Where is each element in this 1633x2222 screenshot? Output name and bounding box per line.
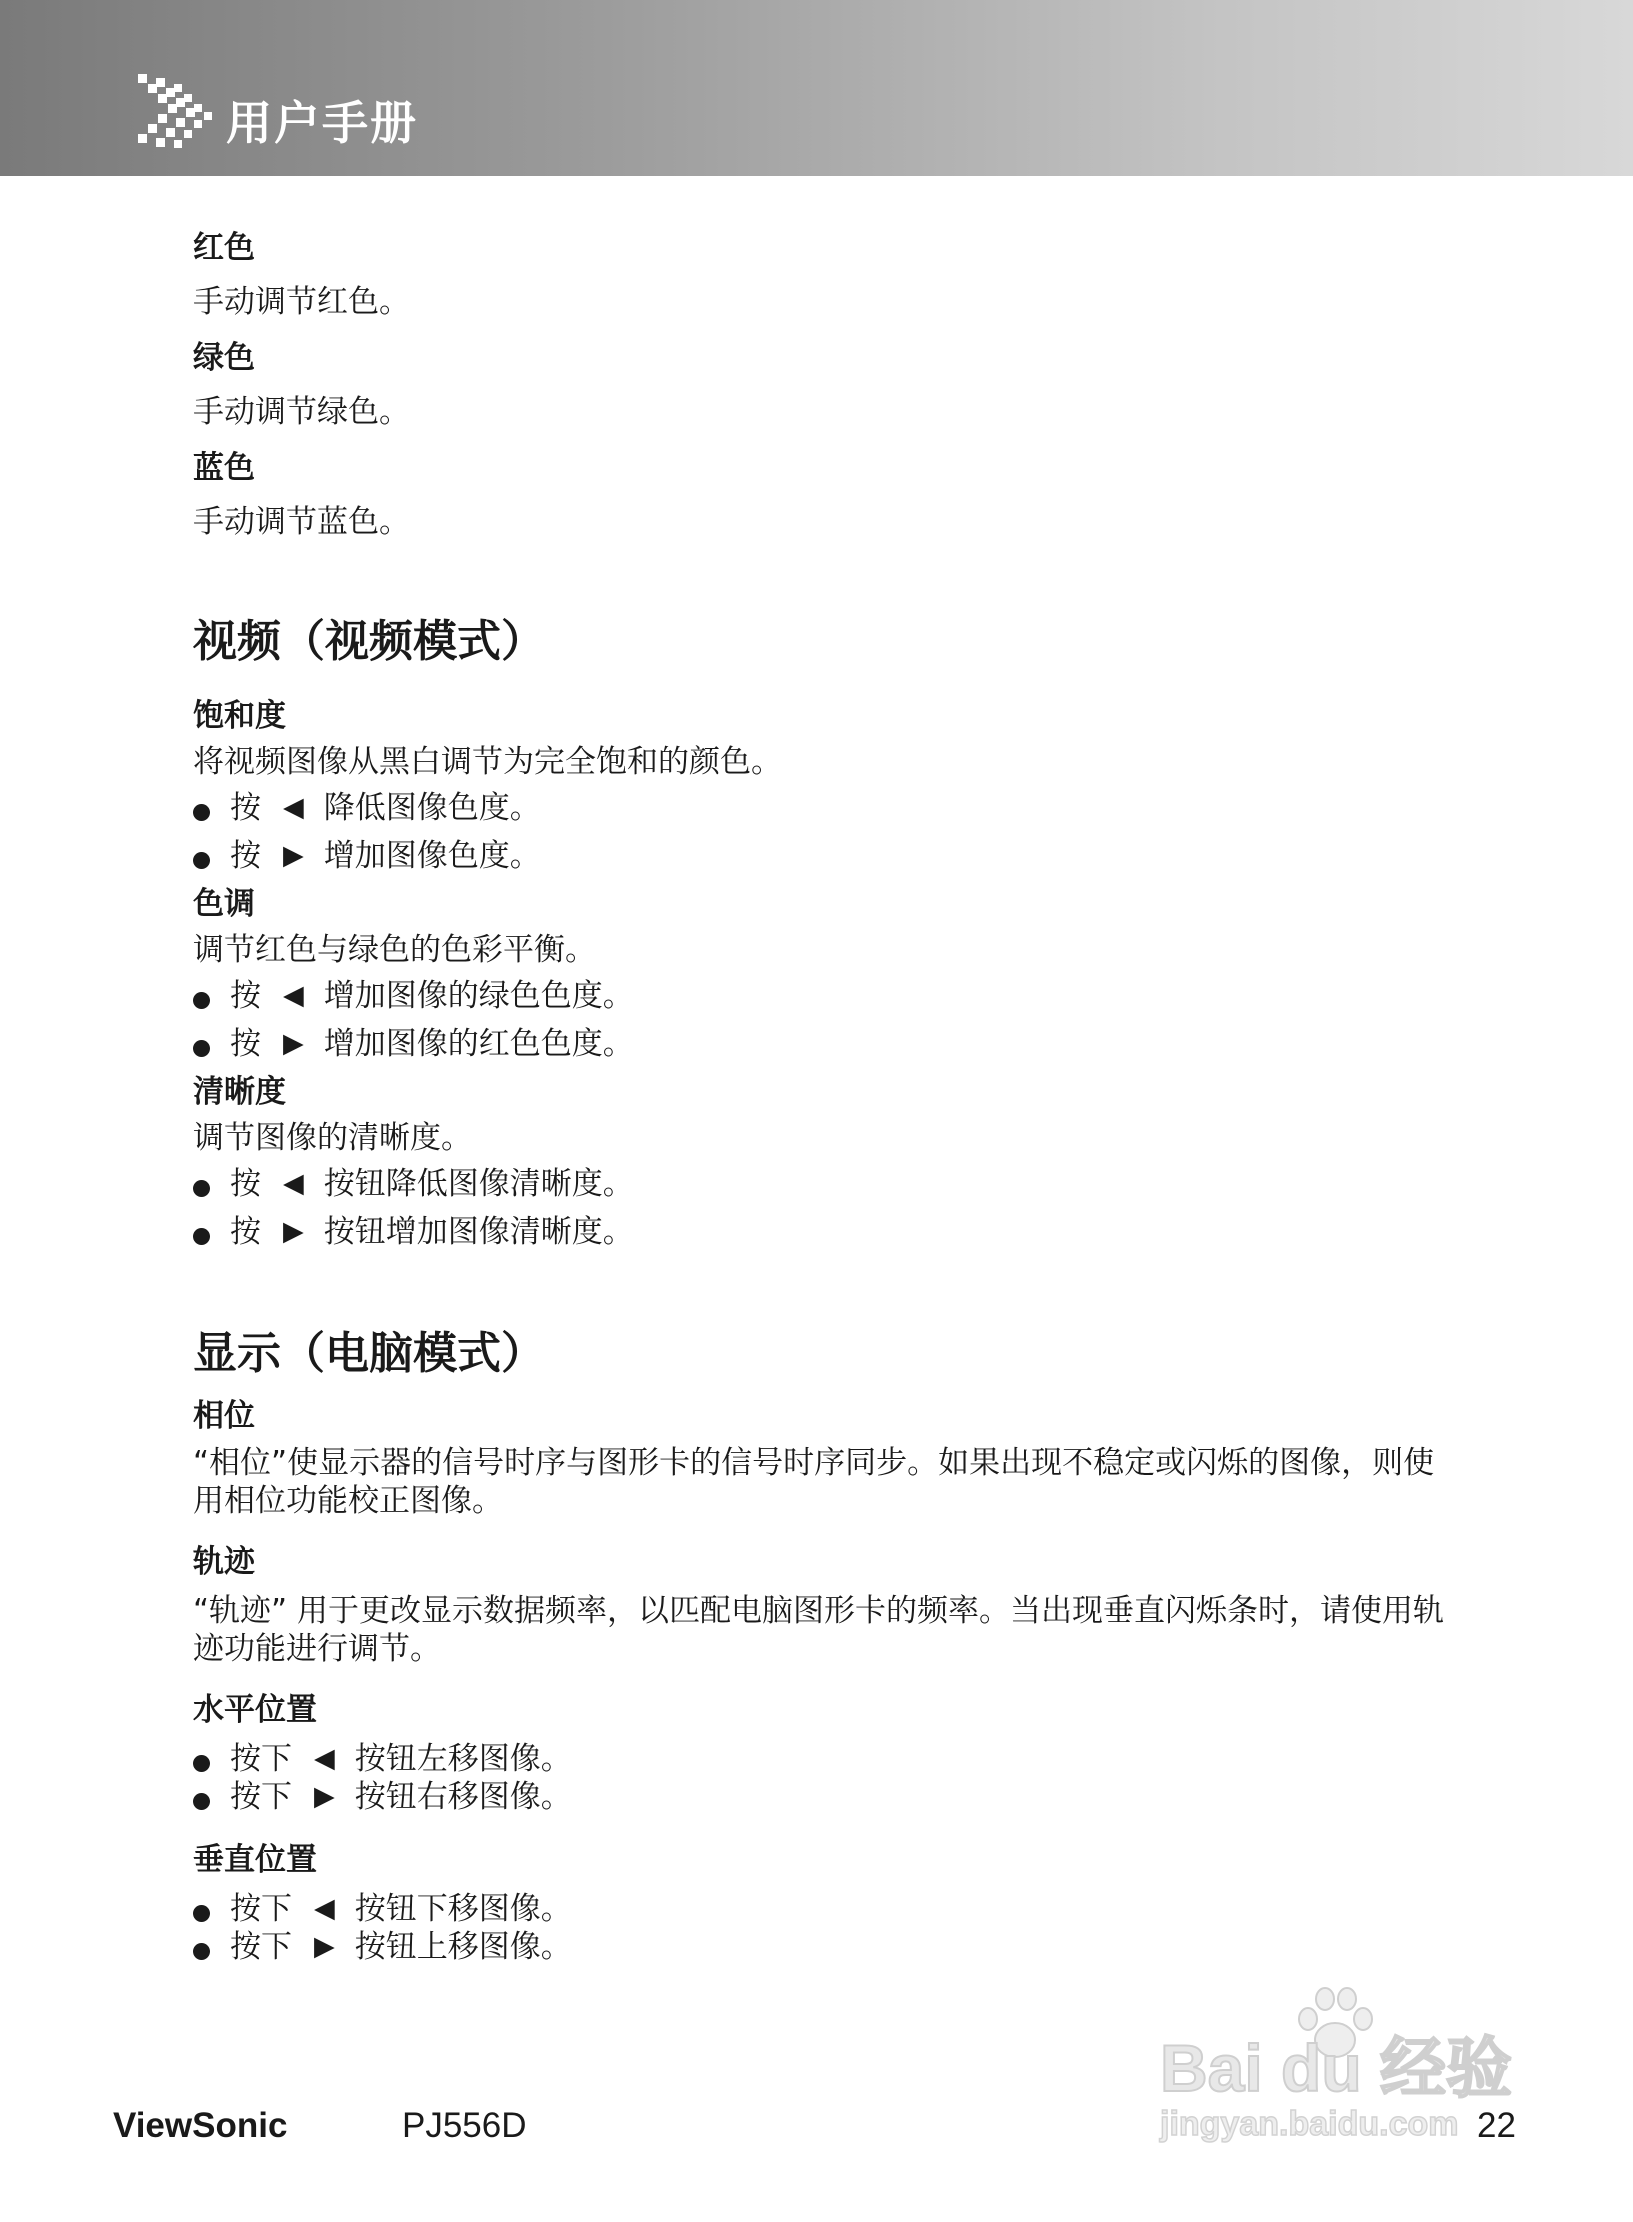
watermark-url: jingyan.baidu.com [1160, 2105, 1459, 2143]
page-number: 22 [1477, 2106, 1516, 2145]
bullet-icon [193, 1040, 210, 1057]
page-header [0, 0, 1633, 176]
page-content [193, 228, 1493, 1966]
bullet-icon [193, 852, 210, 869]
right-arrow-icon: ▶ [314, 1931, 335, 1962]
tracking-desc: “轨迹” 用于更改显示数据频率，以匹配电脑图形卡的频率。当出现垂直闪烁条时，请使用轨迹功能进行调节。 [193, 1593, 1444, 1667]
bullet-icon [193, 1228, 210, 1245]
chevron-arrows-icon [138, 74, 218, 152]
list-item: 按 ◀ 增加图像的绿色色度。 [193, 972, 1493, 1020]
right-arrow-icon: ▶ [283, 1216, 304, 1247]
green-desc: 手动调节绿色。 [193, 394, 410, 430]
tracking-title: 轨迹 [193, 1544, 255, 1580]
bullet-icon [193, 992, 210, 1009]
blue-title: 蓝色 [193, 450, 255, 486]
list-item: 按下 ▶ 按钮上移图像。 [193, 1928, 1493, 1966]
hue-desc: 调节红色与绿色的色彩平衡。 [193, 932, 596, 968]
list-item: 按 ▶ 增加图像的红色色度。 [193, 1020, 1493, 1068]
left-arrow-icon: ◀ [314, 1743, 335, 1774]
sharpness-title: 清晰度 [193, 1074, 286, 1110]
model-number: PJ556D [402, 2106, 527, 2145]
left-arrow-icon: ◀ [314, 1893, 335, 1924]
list-item: 按下 ◀ 按钮下移图像。 [193, 1890, 1493, 1928]
brand-name: ViewSonic [113, 2106, 288, 2145]
left-arrow-icon: ◀ [283, 1168, 304, 1199]
list-item: 按 ◀ 降低图像色度。 [193, 784, 1493, 832]
green-title: 绿色 [193, 340, 255, 376]
bullet-icon [193, 1943, 210, 1960]
list-item: 按下 ▶ 按钮右移图像。 [193, 1778, 1493, 1816]
blue-desc: 手动调节蓝色。 [193, 504, 410, 540]
video-section-heading: 视频（视频模式） [193, 616, 545, 667]
saturation-desc: 将视频图像从黑白调节为完全饱和的颜色。 [193, 744, 782, 780]
saturation-title: 饱和度 [193, 698, 286, 734]
red-desc: 手动调节红色。 [193, 284, 410, 320]
left-arrow-icon: ◀ [283, 792, 304, 823]
bullet-icon [193, 1793, 210, 1810]
v-position-title: 垂直位置 [193, 1842, 317, 1878]
list-item: 按下 ◀ 按钮左移图像。 [193, 1740, 1493, 1778]
bullet-icon [193, 1180, 210, 1197]
red-title: 红色 [193, 230, 255, 266]
list-item: 按 ▶ 按钮增加图像清晰度。 [193, 1208, 1493, 1256]
left-arrow-icon: ◀ [283, 980, 304, 1011]
list-item: 按 ▶ 增加图像色度。 [193, 832, 1493, 880]
hue-title: 色调 [193, 886, 255, 922]
bullet-icon [193, 1905, 210, 1922]
list-item: 按 ◀ 按钮降低图像清晰度。 [193, 1160, 1493, 1208]
display-section-heading: 显示（电脑模式） [193, 1328, 545, 1379]
bullet-icon [193, 1755, 210, 1772]
phase-title: 相位 [193, 1398, 255, 1434]
h-position-title: 水平位置 [193, 1692, 317, 1728]
bullet-icon [193, 804, 210, 821]
right-arrow-icon: ▶ [314, 1781, 335, 1812]
manual-title: 用户手册 [226, 96, 418, 150]
watermark-text: Bai du 经验 [1160, 2031, 1513, 2105]
phase-desc: “相位”使显示器的信号时序与图形卡的信号时序同步。如果出现不稳定或闪烁的图像，则使用相位功能校正图像。 [193, 1445, 1435, 1519]
right-arrow-icon: ▶ [283, 840, 304, 871]
right-arrow-icon: ▶ [283, 1028, 304, 1059]
sharpness-desc: 调节图像的清晰度。 [193, 1120, 472, 1156]
